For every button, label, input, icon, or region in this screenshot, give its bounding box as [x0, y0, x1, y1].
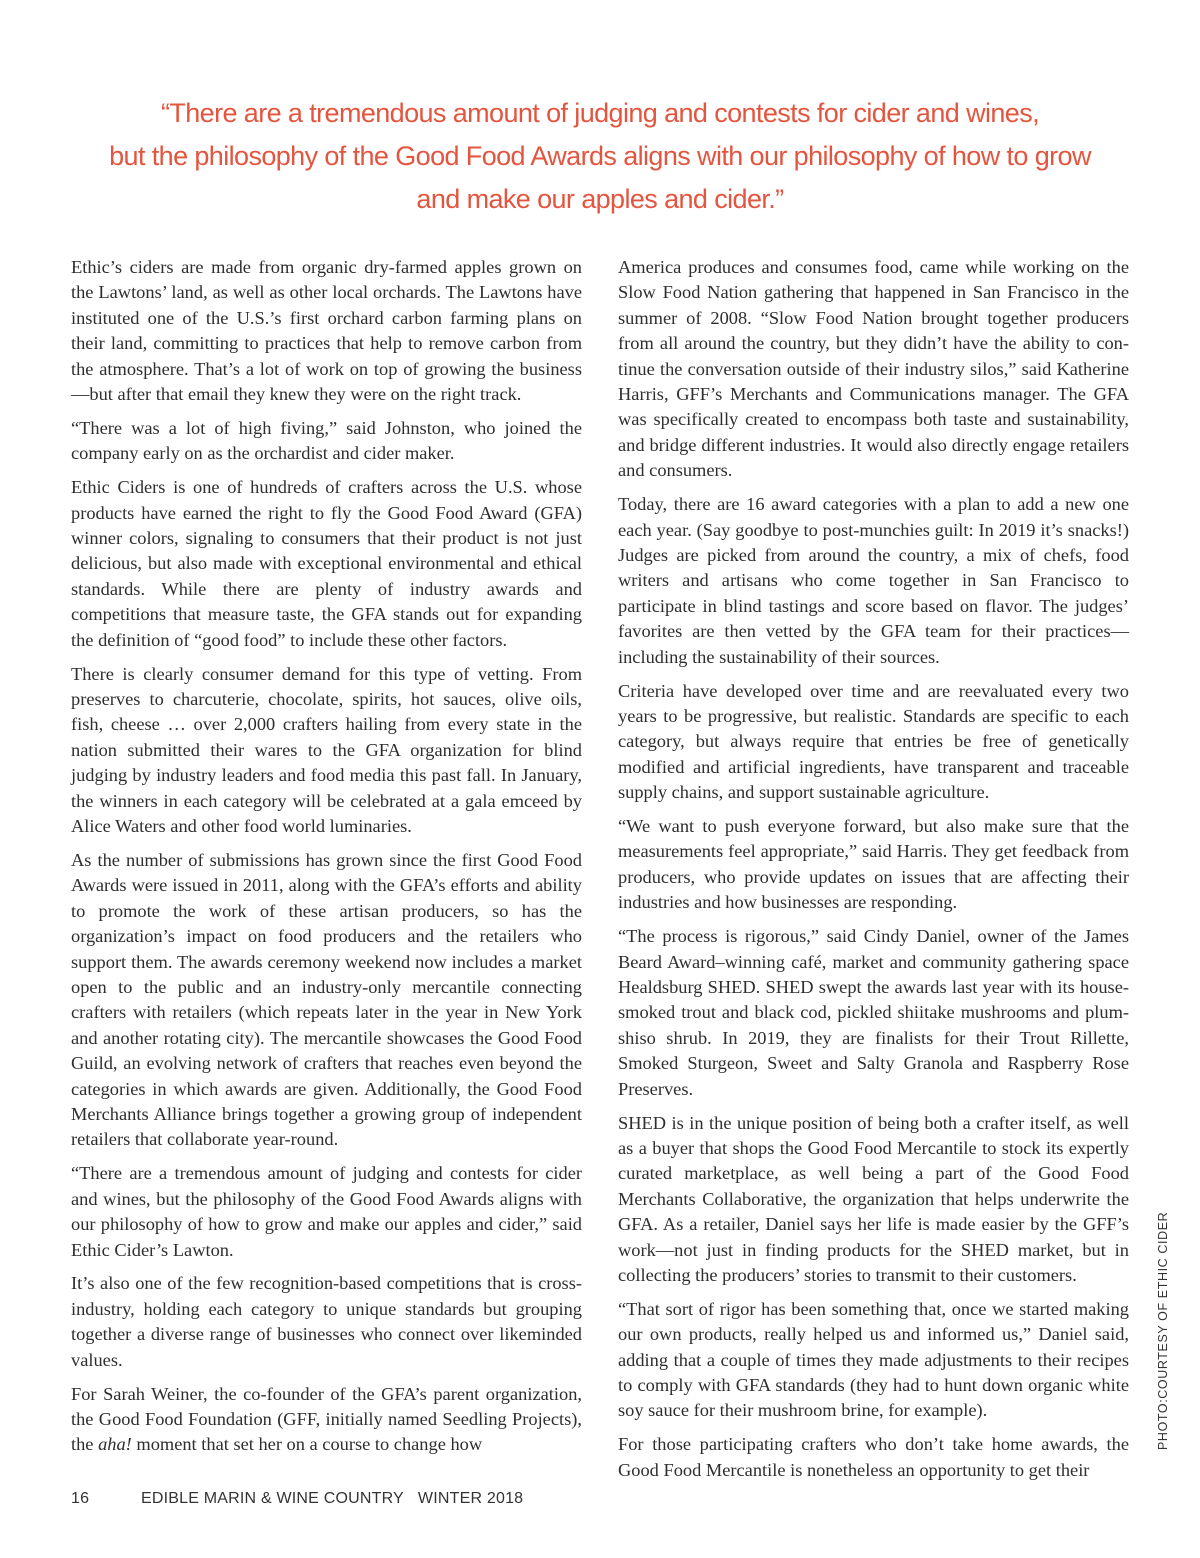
issue-label: WINTER 2018	[417, 1490, 524, 1507]
article-paragraph: Criteria have developed over time and are reevaluated every two years to be progressive, but realistic. Standards are specific to each category, but always require that entries be free of genetically modified and artificial ingredients, have transparent and traceable supply chains, and support sustainable agriculture.	[618, 680, 1129, 803]
emphasis-text: aha!	[98, 1434, 132, 1455]
article-paragraph: There is clearly consumer demand for this type of vetting. From preserves to charcuterie, chocolate, spirits, hot sauces, olive oils, fish, cheese … over 2,000 crafters hailing from every state in the nation submitted their wares to the GFA organization for blind judging by industry leaders and food media this past fall. In January, the winners in each category will be celebrated at a gala emceed by Alice Waters and other food world luminaries.	[71, 663, 582, 837]
article-paragraph-weiner	[71, 1382, 582, 1458]
article-paragraph: It’s also one of the few recognition-based competitions that is cross-industry, holding each category to unique standards but grouping together a diverse range of businesses who connect over likeminded values.	[71, 1273, 582, 1370]
article-paragraph: For those participating crafters who don’t take home awards, the Good Food Mercantile is nonetheless an opportunity to get their	[618, 1434, 1129, 1480]
article-paragraph: “That sort of rigor has been something that, once we started making our own products, really helped us and informed us,” Daniel said, adding that a couple of times they made adjustments to their recipes to comply with GFA standards (they had to hunt down organic white soy sauce for their mushroom brine, for example).	[618, 1298, 1129, 1421]
article-paragraph: SHED is in the unique position of being both a crafter itself, as well as a buyer that shops the Good Food Mercantile to stock its expertly curated marketplace, as well being a part of the Good Food Merchants Collaborative, the organization that helps underwrite the GFA. As a retailer, Daniel says her life is made easier by the GFF’s work—not just in finding products for the SHED market, but in collecting the producers’ stories to transmit to their customers.	[618, 1112, 1129, 1285]
pull-quote	[100, 92, 1100, 221]
article-column-left	[71, 255, 582, 1466]
article-paragraph: “The process is rigorous,” said Cindy Daniel, owner of the James Beard Award–winning café, market and community gathering space Healdsburg SHED. SHED swept the awards last year with its house-smoked trout and black cod, pickled shiitake mushrooms and plum-shiso shrub. In 2019, they are finalists for their Trout Rillette, Smoked Sturgeon, Sweet and Salty Granola and Raspberry Rose Preserves.	[618, 926, 1129, 1099]
article-paragraph: Ethic’s ciders are made from organic dry-farmed apples grown on the Lawtons’ land, as well as other local orchards. The Lawtons have instituted one of the U.S.’s first orchard carbon farming plans on their land, committing to practices that help to remove carbon from the atmosphere. That’s a lot of work on top of growing the business—but after that email they knew they were on the right track.	[71, 257, 582, 405]
publication-name: EDIBLE MARIN & WINE COUNTRY	[141, 1490, 404, 1507]
article-paragraph: America produces and consumes food, came while working on the Slow Food Nation gathering that happened in San Francisco in the summer of 2008. “Slow Food Nation brought together producers from all around the country, but they didn’t have the ability to continue the conversation outside of their industry silos,” said Katherine Harris, GFF’s Merchants and Communications manager. The GFA was specifically created to encompass both taste and sustainability, and bridge different industries. It would also directly engage retailers and consumers.	[618, 257, 1129, 481]
paragraph-text: moment that set her on a course to change how	[131, 1434, 483, 1455]
article-paragraph: Today, there are 16 award categories with a plan to add a new one each year. (Say goodbye to post-munchies guilt: In 2019 it’s snacks!) Judges are picked from around the country, a mix of chefs, food writers and artisans who come together in San Francisco to participate in blind tastings and score based on flavor. The judges’ favorites are then vetted by the GFA team for their practices—including the sustainability of their sources.	[618, 494, 1129, 667]
pull-quote-line: “There are a tremendous amount of judging and contests for cider and wines,	[160, 98, 1040, 128]
paragraph-text: For Sarah Weiner, the co-founder of the GFA’s parent organization, the Good Food Foundation (GFF, initially named Seedling Projects), the	[71, 1383, 582, 1455]
page-footer	[71, 1490, 523, 1508]
article-column-right	[618, 255, 1129, 1492]
page-number: 16	[71, 1490, 90, 1507]
article-paragraph: “We want to push everyone forward, but also make sure that the measurements feel appropriate,” said Harris. They get feedback from producers, who provide updates on issues that are affecting their industries and how businesses are responding.	[618, 816, 1129, 913]
article-paragraph: “There are a tremendous amount of judging and contests for cider and wines, but the philosophy of the Good Food Awards aligns with our philosophy of how to grow and make our apples and cider,” said Ethic Cider’s Lawton.	[71, 1163, 582, 1260]
pull-quote-line: and make our apples and cider.”	[416, 184, 784, 214]
article-paragraph: “There was a lot of high fiving,” said Johnston, who joined the company early on as the orchardist and cider maker.	[71, 417, 582, 464]
article-paragraph: As the number of submissions has grown since the first Good Food Awards were issued in 2011, along with the GFA’s efforts and ability to promote the work of these artisan producers, so has the organization’s impact on food producers and the retailers who support them. The awards ceremony weekend now includes a market open to the public and an industry-only mercantile connecting crafters with retailers (which repeats later in the year in New York and another rotating city). The mercantile showcases the Good Food Guild, an evolving network of crafters that reaches even beyond the categories in which awards are given. Additionally, the Good Food Merchants Alliance brings together a growing group of independent retailers that collaborate year-round.	[71, 849, 582, 1150]
pull-quote-line: but the philosophy of the Good Food Awards aligns with our philosophy of how to grow	[109, 141, 1091, 171]
article-paragraph: Ethic Ciders is one of hundreds of crafters across the U.S. whose products have earned the right to fly the Good Food Award (GFA) winner colors, signaling to consumers that their product is not just delicious, but also made with exceptional environmental and ethical standards. While there are plenty of industry awards and competitions that measure taste, the GFA stands out for expanding the definition of “good food” to include these other factors.	[71, 477, 582, 650]
photo-credit: PHOTO:COURTESY OF ETHIC CIDER	[1156, 1211, 1170, 1450]
